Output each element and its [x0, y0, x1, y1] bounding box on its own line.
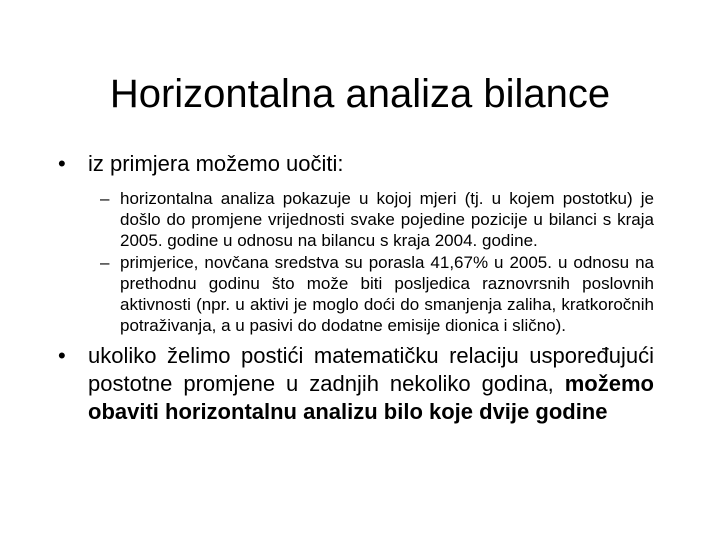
- sub-bullet-text: primjerice, novčana sredstva su porasla 41,67% u 2005. u odnosu na prethodnu godinu što može biti posljedica raznovrsnih poslovnih aktivnosti (npr. u aktivi je moglo doći do smanjenja zaliha, kratkoročnih potraživanja, a u pasivi do dodatne emisije dionica i slično).: [120, 253, 654, 335]
- bullet-item-2: [58, 342, 654, 426]
- dash-marker: –: [100, 253, 110, 272]
- sub-bullet-item-2: [100, 252, 654, 336]
- sub-bullet-item-1: [100, 188, 654, 251]
- bullet-text: iz primjera možemo uočiti:: [88, 151, 344, 176]
- sub-bullet-list: [100, 188, 654, 336]
- slide-title: Horizontalna analiza bilance: [109, 72, 611, 116]
- bullet-marker: •: [58, 151, 66, 176]
- slide-body: [58, 150, 654, 426]
- bullet-text-bold: možemo obaviti horizontalnu analizu bilo koje dvije godine: [88, 371, 654, 424]
- bullet-marker: •: [58, 343, 66, 368]
- sub-bullet-text: horizontalna analiza pokazuje u kojoj mjeri (tj. u kojem postotku) je došlo do promjene vrijednosti svake pojedine pozicije u bilanci s kraja 2005. godine u odnosu na bilancu s kraja 2004. godine.: [120, 189, 654, 250]
- dash-marker: –: [100, 189, 110, 208]
- bullet-item-1: [58, 150, 654, 178]
- bullet-text: ukoliko želimo postići matematičku relaciju uspoređujući postotne promjene u zadnjih nekoliko godina,: [88, 343, 654, 396]
